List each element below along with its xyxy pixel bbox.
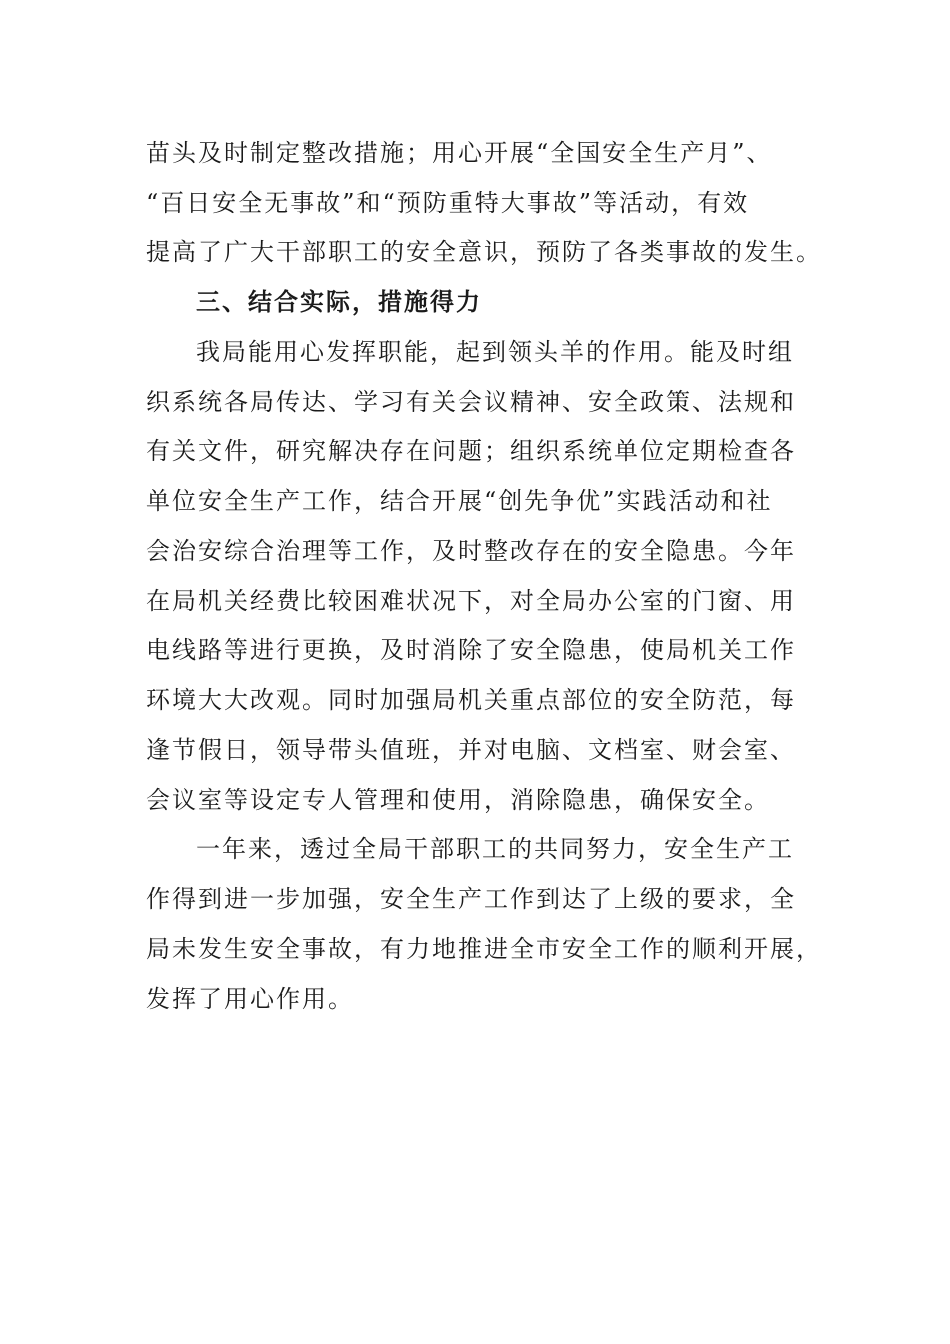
paragraph-line: 单位安全生产工作，结合开展“创先争优”实践活动和社 [146, 487, 773, 515]
paragraph-line: 作得到进一步加强，安全生产工作到达了上级的要求，全 [146, 885, 796, 913]
paragraph-line: 会治安综合治理等工作，及时整改存在的安全隐患。今年 [146, 537, 796, 565]
paragraph-line: 有关文件，研究解决存在问题；组织系统单位定期检查各 [146, 437, 796, 465]
paragraph-line: 织系统各局传达、学习有关会议精神、安全政策、法规和 [146, 388, 796, 416]
paragraph-line: 发挥了用心作用。 [146, 985, 354, 1013]
paragraph-line: 提高了广大干部职工的安全意识，预防了各类事故的发生。 [146, 238, 822, 266]
section-heading: 三、结合实际，措施得力 [196, 287, 482, 316]
paragraph-line: 电线路等进行更换，及时消除了安全隐患，使局机关工作 [146, 636, 796, 664]
paragraph-line: 我局能用心发挥职能，起到领头羊的作用。能及时组 [196, 338, 794, 366]
paragraph-line: 苗头及时制定整改措施；用心开展“全国安全生产月”、 [146, 139, 773, 167]
paragraph-line: 环境大大改观。同时加强局机关重点部位的安全防范，每 [146, 686, 796, 714]
paragraph-line: 逢节假日，领导带头值班，并对电脑、文档室、财会室、 [146, 736, 796, 764]
paragraph-line: 在局机关经费比较困难状况下，对全局办公室的门窗、用 [146, 587, 796, 615]
paragraph-line: 一年来，透过全局干部职工的共同努力，安全生产工 [196, 835, 794, 863]
paragraph-line: 局未发生安全事故，有力地推进全市安全工作的顺利开展， [146, 935, 822, 963]
paragraph-line: “百日安全无事故”和“预防重特大事故”等活动，有效 [146, 189, 750, 217]
paragraph-line: 会议室等设定专人管理和使用，消除隐患，确保安全。 [146, 786, 770, 814]
